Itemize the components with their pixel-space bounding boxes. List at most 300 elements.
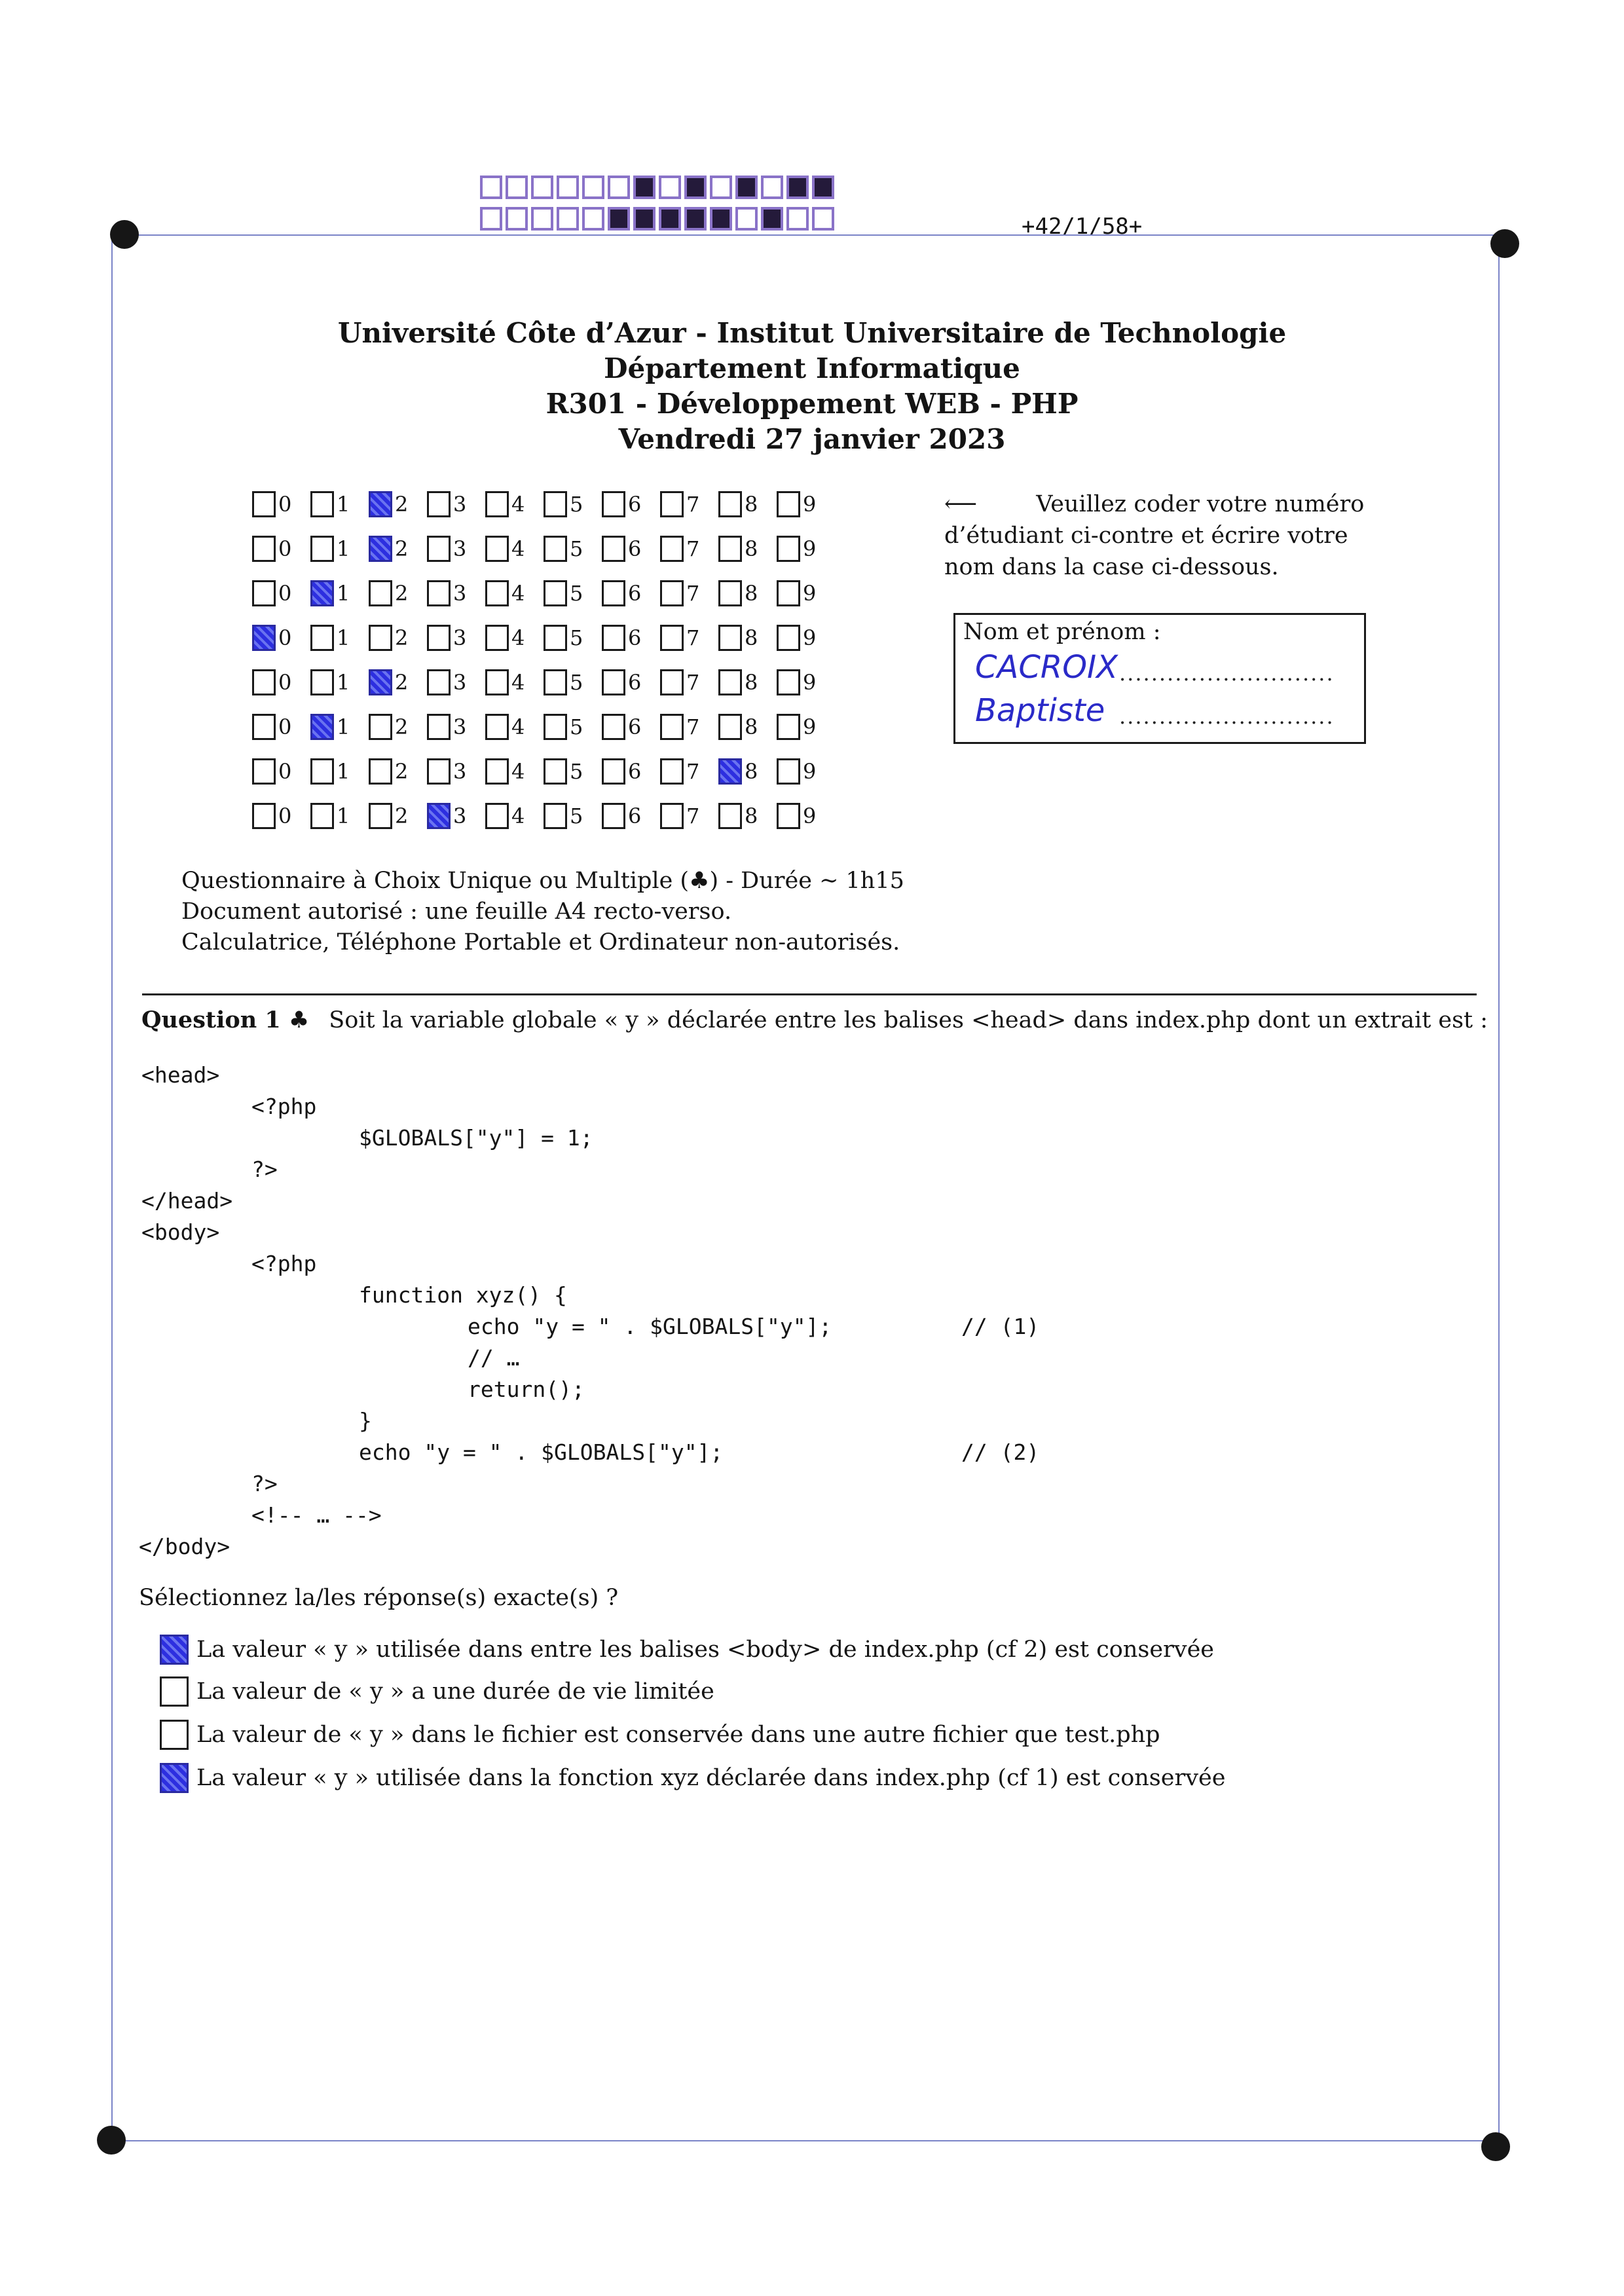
name-dots: ........................... [1119,704,1335,729]
digit-checkbox[interactable] [427,714,451,740]
digit-checkbox[interactable] [777,803,800,829]
digit-cell[interactable] [252,491,310,517]
digit-label: 9 [803,759,817,784]
digit-label: 2 [395,759,409,784]
corner-mark [97,2126,126,2155]
digit-label: 6 [628,536,642,561]
code-line: </body> [139,1534,231,1559]
digit-cell[interactable] [310,491,369,517]
question-number: Question 1 ♣ [141,1007,310,1033]
arrow-left-icon: ⟵ [944,491,978,517]
instructions-text: Veuillez coder votre numéro d’étudiant ci-contre et écrire votre nom dans la case ci-dessous. [944,491,1365,580]
digit-checkbox[interactable] [602,536,625,562]
digit-checkbox[interactable] [485,803,509,829]
digit-label: 4 [511,804,525,828]
digit-cell[interactable] [369,758,427,785]
digit-checkbox[interactable] [718,758,742,785]
code-line: ?> [251,1471,278,1496]
digit-label: 2 [395,625,409,650]
digit-label: 3 [453,536,467,561]
digit-label: 8 [745,581,758,606]
code-line: echo "y = " . $GLOBALS["y"]; [359,1439,724,1465]
digit-checkbox[interactable] [777,580,800,606]
digit-checkbox[interactable] [310,580,334,606]
digit-cell[interactable] [427,803,485,829]
digit-cell[interactable] [252,580,310,606]
handwritten-firstname: Baptiste [975,692,1105,729]
digit-checkbox[interactable] [602,758,625,785]
digit-label: 1 [337,759,350,784]
digit-checkbox[interactable] [602,625,625,651]
digit-label: 2 [395,581,409,606]
answer-checkbox[interactable] [160,1676,189,1707]
digit-checkbox[interactable] [718,669,742,695]
digit-cell[interactable] [660,758,718,785]
digit-checkbox[interactable] [252,803,276,829]
digit-cell[interactable] [660,669,718,695]
digit-label: 3 [453,492,467,517]
digit-label: 2 [395,714,409,739]
digit-label: 6 [628,625,642,650]
digit-cell[interactable] [427,625,485,651]
code-line: <!-- … --> [251,1502,382,1528]
digit-label: 3 [453,670,467,695]
digit-cell[interactable] [777,491,835,517]
digit-cell[interactable] [485,491,544,517]
digit-label: 7 [686,759,700,784]
digit-checkbox[interactable] [718,536,742,562]
digit-label: 7 [686,670,700,695]
digit-label: 6 [628,492,642,517]
answer-prompt: Sélectionnez la/les réponse(s) exacte(s) ? [139,1585,619,1611]
rule-duration: Questionnaire à Choix Unique ou Multiple (♣) - Durée ∼ 1h15 [181,868,904,894]
digit-label: 5 [570,536,583,561]
digit-label: 3 [453,625,467,650]
digit-cell[interactable] [252,669,310,695]
digit-cell[interactable] [310,758,369,785]
digit-label: 8 [745,536,758,561]
digit-cell[interactable] [485,625,544,651]
digit-cell[interactable] [718,669,777,695]
digit-label: 4 [511,714,525,739]
digit-cell[interactable] [427,758,485,785]
digit-label: 9 [803,714,817,739]
answer-checkbox[interactable] [160,1720,189,1750]
digit-label: 8 [745,670,758,695]
digit-checkbox[interactable] [252,536,276,562]
digit-label: 5 [570,804,583,828]
digit-cell[interactable] [777,580,835,606]
digit-checkbox[interactable] [602,491,625,517]
question-statement [141,1007,1488,1033]
digit-checkbox[interactable] [310,536,334,562]
digit-checkbox[interactable] [252,491,276,517]
digit-checkbox[interactable] [369,536,392,562]
digit-cell[interactable] [544,536,602,562]
digit-cell[interactable] [544,491,602,517]
code-comment: // (2) [961,1439,1040,1465]
digit-checkbox[interactable] [777,625,800,651]
digit-cell[interactable] [485,714,544,740]
digit-cell[interactable] [369,669,427,695]
digit-label: 7 [686,714,700,739]
digit-cell[interactable] [252,803,310,829]
digit-cell[interactable] [544,714,602,740]
digit-checkbox[interactable] [485,758,509,785]
digit-checkbox[interactable] [310,625,334,651]
instructions [944,489,1376,583]
digit-checkbox[interactable] [427,758,451,785]
digit-label: 0 [278,625,292,650]
code-line: <body> [141,1219,220,1245]
code-line: <head> [141,1062,220,1088]
digit-checkbox[interactable] [427,491,451,517]
digit-label: 3 [453,714,467,739]
digit-cell[interactable] [777,803,835,829]
digit-checkbox[interactable] [544,803,567,829]
digit-cell[interactable] [718,491,777,517]
digit-checkbox[interactable] [369,758,392,785]
digit-checkbox[interactable] [660,758,684,785]
digit-checkbox[interactable] [718,803,742,829]
digit-cell[interactable] [602,758,660,785]
digit-label: 9 [803,804,817,828]
digit-checkbox[interactable] [427,536,451,562]
digit-checkbox[interactable] [544,758,567,785]
digit-cell[interactable] [660,491,718,517]
digit-cell[interactable] [485,536,544,562]
digit-label: 6 [628,581,642,606]
digit-checkbox[interactable] [777,714,800,740]
digit-cell[interactable] [718,803,777,829]
digit-checkbox[interactable] [310,491,334,517]
digit-checkbox[interactable] [369,625,392,651]
digit-label: 2 [395,536,409,561]
digit-row [252,794,835,838]
digit-cell[interactable] [544,580,602,606]
digit-label: 3 [453,804,467,828]
digit-cell[interactable] [252,625,310,651]
digit-label: 7 [686,581,700,606]
digit-cell[interactable] [544,625,602,651]
name-dots: ........................... [1119,661,1335,686]
digit-cell[interactable] [310,536,369,562]
digit-cell[interactable] [427,714,485,740]
digit-label: 6 [628,759,642,784]
digit-checkbox[interactable] [602,714,625,740]
digit-checkbox[interactable] [718,625,742,651]
digit-row [252,527,835,571]
rule-devices: Calculatrice, Téléphone Portable et Ordinateur non-autorisés. [181,929,900,955]
digit-label: 3 [453,581,467,606]
name-box[interactable] [953,613,1366,744]
digit-label: 7 [686,492,700,517]
digit-label: 6 [628,804,642,828]
digit-label: 5 [570,670,583,695]
digit-checkbox[interactable] [718,580,742,606]
digit-label: 7 [686,536,700,561]
digit-label: 4 [511,581,525,606]
digit-cell[interactable] [718,758,777,785]
digit-label: 8 [745,625,758,650]
digit-label: 1 [337,581,350,606]
corner-mark [1481,2132,1510,2161]
digit-checkbox[interactable] [252,669,276,695]
digit-label: 6 [628,714,642,739]
digit-checkbox[interactable] [310,669,334,695]
digit-checkbox[interactable] [660,803,684,829]
digit-checkbox[interactable] [485,491,509,517]
digit-label: 4 [511,759,525,784]
divider [142,993,1477,995]
digit-row [252,660,835,705]
digit-checkbox[interactable] [369,580,392,606]
digit-checkbox[interactable] [777,491,800,517]
digit-label: 9 [803,581,817,606]
digit-label: 0 [278,804,292,828]
answer-checkbox[interactable] [160,1635,189,1665]
digit-cell[interactable] [427,580,485,606]
digit-label: 2 [395,670,409,695]
digit-label: 1 [337,670,350,695]
digit-checkbox[interactable] [369,714,392,740]
digit-cell[interactable] [369,536,427,562]
answer-option[interactable] [160,1635,1214,1665]
digit-label: 0 [278,714,292,739]
digit-cell[interactable] [718,625,777,651]
digit-cell[interactable] [777,714,835,740]
digit-cell[interactable] [369,491,427,517]
digit-cell[interactable] [602,625,660,651]
digit-checkbox[interactable] [485,669,509,695]
digit-checkbox[interactable] [369,491,392,517]
digit-checkbox[interactable] [252,625,276,651]
digit-cell[interactable] [660,714,718,740]
digit-label: 1 [337,492,350,517]
digit-checkbox[interactable] [485,536,509,562]
corner-mark [1490,229,1519,258]
header-course: R301 - Développement WEB - PHP [545,388,1079,420]
answer-text: La valeur « y » utilisée dans la fonction xyz déclarée dans index.php (cf 1) est conservée [196,1765,1226,1791]
digit-checkbox[interactable] [485,625,509,651]
digit-row [252,616,835,660]
handwritten-lastname: CACROIX [975,649,1118,686]
digit-checkbox[interactable] [544,714,567,740]
digit-row [252,705,835,749]
digit-label: 1 [337,714,350,739]
digit-cell[interactable] [718,536,777,562]
answer-text: La valeur de « y » dans le fichier est conservée dans une autre fichier que test.php [196,1722,1160,1748]
digit-cell[interactable] [485,803,544,829]
digit-cell[interactable] [427,669,485,695]
digit-label: 9 [803,492,817,517]
digit-cell[interactable] [485,669,544,695]
digit-checkbox[interactable] [310,758,334,785]
digit-checkbox[interactable] [660,491,684,517]
digit-checkbox[interactable] [777,758,800,785]
digit-checkbox[interactable] [660,536,684,562]
digit-cell[interactable] [252,714,310,740]
digit-checkbox[interactable] [718,491,742,517]
digit-checkbox[interactable] [369,669,392,695]
digit-checkbox[interactable] [310,803,334,829]
digit-label: 8 [745,714,758,739]
answer-text: La valeur « y » utilisée dans entre les balises <body> de index.php (cf 2) est conservée [196,1637,1214,1663]
digit-label: 5 [570,581,583,606]
page-id: +42/1/58+ [1022,213,1143,240]
digit-label: 7 [686,804,700,828]
digit-cell[interactable] [544,803,602,829]
header-date: Vendredi 27 janvier 2023 [618,423,1006,455]
code-line: } [359,1408,372,1434]
digit-row [252,482,835,527]
digit-cell[interactable] [602,714,660,740]
digit-label: 6 [628,670,642,695]
digit-checkbox[interactable] [252,580,276,606]
digit-label: 9 [803,536,817,561]
digit-checkbox[interactable] [544,536,567,562]
answer-checkbox[interactable] [160,1763,189,1793]
digit-cell[interactable] [602,536,660,562]
digit-label: 2 [395,492,409,517]
digit-checkbox[interactable] [252,758,276,785]
digit-checkbox[interactable] [777,669,800,695]
digit-cell[interactable] [485,758,544,785]
digit-checkbox[interactable] [310,714,334,740]
digit-cell[interactable] [369,625,427,651]
digit-label: 1 [337,536,350,561]
digit-cell[interactable] [660,803,718,829]
digit-checkbox[interactable] [602,803,625,829]
digit-checkbox[interactable] [369,803,392,829]
digit-cell[interactable] [252,536,310,562]
digit-cell[interactable] [602,491,660,517]
digit-label: 9 [803,670,817,695]
answer-option[interactable] [160,1763,1225,1793]
digit-label: 0 [278,759,292,784]
digit-cell[interactable] [718,714,777,740]
barcode-bottom [480,207,838,231]
digit-checkbox[interactable] [427,803,451,829]
code-line: ?> [251,1157,278,1182]
digit-label: 9 [803,625,817,650]
digit-cell[interactable] [777,758,835,785]
digit-cell[interactable] [310,669,369,695]
digit-cell[interactable] [660,580,718,606]
digit-checkbox[interactable] [485,714,509,740]
question-text: Soit la variable globale « y » déclarée entre les balises <head> dans index.php dont un extrait est : [329,1007,1488,1033]
digit-label: 8 [745,492,758,517]
code-line: function xyz() { [359,1282,567,1308]
digit-cell[interactable] [310,803,369,829]
digit-label: 3 [453,759,467,784]
digit-label: 4 [511,492,525,517]
digit-label: 1 [337,804,350,828]
digit-cell[interactable] [544,758,602,785]
digit-cell[interactable] [777,625,835,651]
code-line: <?php [251,1094,317,1119]
digit-label: 5 [570,625,583,650]
digit-checkbox[interactable] [427,625,451,651]
digit-label: 0 [278,670,292,695]
code-line: </head> [141,1188,233,1213]
digit-cell[interactable] [310,714,369,740]
digit-checkbox[interactable] [544,625,567,651]
digit-cell[interactable] [660,625,718,651]
code-line: echo "y = " . $GLOBALS["y"]; [468,1314,832,1339]
digit-cell[interactable] [369,714,427,740]
digit-cell[interactable] [369,803,427,829]
digit-cell[interactable] [777,536,835,562]
header-department: Département Informatique [604,352,1020,384]
digit-checkbox[interactable] [660,625,684,651]
digit-checkbox[interactable] [660,714,684,740]
digit-checkbox[interactable] [718,714,742,740]
digit-checkbox[interactable] [544,491,567,517]
code-comment: // (1) [961,1314,1040,1339]
digit-checkbox[interactable] [602,580,625,606]
digit-cell[interactable] [485,580,544,606]
digit-cell[interactable] [660,536,718,562]
code-line: <?php [251,1251,317,1276]
digit-checkbox[interactable] [252,714,276,740]
digit-label: 5 [570,492,583,517]
digit-checkbox[interactable] [485,580,509,606]
answer-option[interactable] [160,1676,714,1707]
digit-label: 0 [278,581,292,606]
digit-checkbox[interactable] [602,669,625,695]
exam-rules [181,866,904,958]
answer-text: La valeur de « y » a une durée de vie limitée [196,1678,714,1705]
digit-cell[interactable] [777,669,835,695]
barcode-top [480,176,838,199]
digit-checkbox[interactable] [544,580,567,606]
digit-row [252,749,835,794]
digit-checkbox[interactable] [660,669,684,695]
digit-label: 8 [745,759,758,784]
digit-label: 8 [745,804,758,828]
digit-checkbox[interactable] [777,536,800,562]
digit-cell[interactable] [427,491,485,517]
digit-cell[interactable] [602,669,660,695]
digit-cell[interactable] [252,758,310,785]
digit-checkbox[interactable] [427,580,451,606]
digit-label: 4 [511,625,525,650]
digit-label: 5 [570,759,583,784]
rule-document: Document autorisé : une feuille A4 recto-verso. [181,898,732,925]
digit-cell[interactable] [602,803,660,829]
digit-cell[interactable] [544,669,602,695]
digit-cell[interactable] [718,580,777,606]
digit-cell[interactable] [310,625,369,651]
name-label: Nom et prénom : [963,619,1161,645]
digit-cell[interactable] [602,580,660,606]
digit-checkbox[interactable] [544,669,567,695]
digit-cell[interactable] [310,580,369,606]
digit-checkbox[interactable] [427,669,451,695]
digit-cell[interactable] [369,580,427,606]
answer-option[interactable] [160,1720,1160,1750]
digit-cell[interactable] [427,536,485,562]
digit-label: 0 [278,492,292,517]
digit-label: 5 [570,714,583,739]
code-line: $GLOBALS["y"] = 1; [359,1125,593,1151]
digit-row [252,571,835,616]
student-number-grid [252,482,835,838]
digit-checkbox[interactable] [660,580,684,606]
code-line: return(); [468,1377,585,1402]
digit-label: 4 [511,536,525,561]
